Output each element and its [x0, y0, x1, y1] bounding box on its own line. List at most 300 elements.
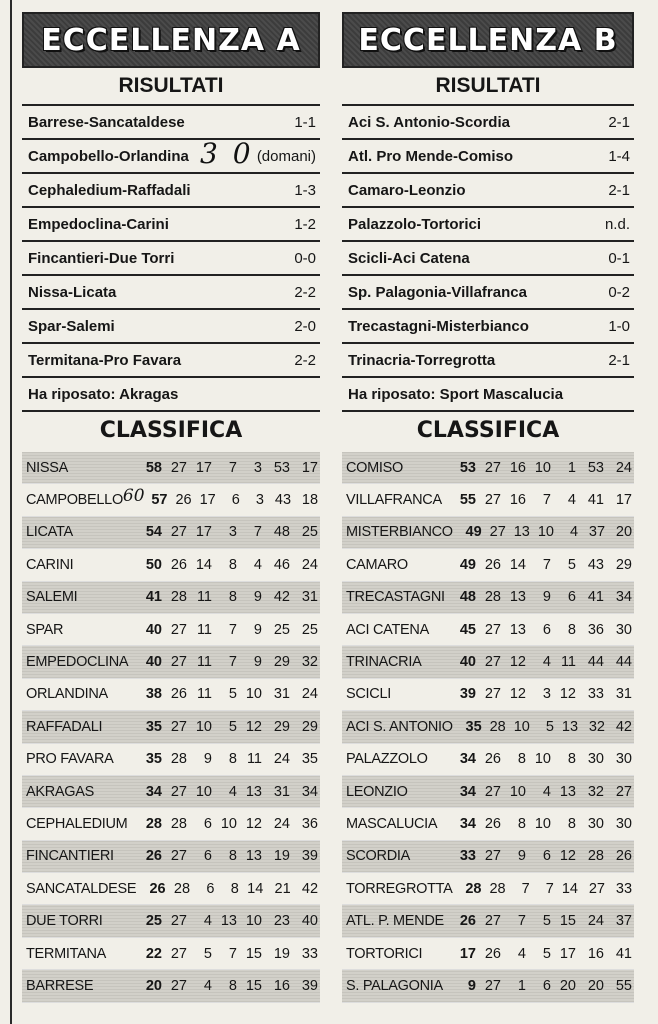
points: 34	[459, 815, 476, 832]
stat-s: 34	[615, 589, 632, 606]
stat-f: 36	[587, 621, 604, 638]
stat-n: 13	[220, 913, 237, 930]
stat-p: 12	[245, 718, 262, 735]
eccellenza-a-banner	[22, 12, 320, 68]
result-row	[22, 174, 320, 208]
stat-f: 33	[587, 686, 604, 703]
team-name: AKRAGAS	[26, 783, 95, 800]
stat-f: 16	[587, 945, 604, 962]
stat-p: 15	[245, 945, 262, 962]
stat-v: 6	[203, 848, 212, 865]
stat-p: 15	[559, 913, 576, 930]
stat-n: 10	[534, 459, 551, 476]
handwritten-score: 3 0	[200, 137, 254, 170]
stat-s: 20	[615, 524, 633, 541]
match-name: Scicli-Aci Catena	[348, 249, 470, 267]
team-name: SCICLI	[346, 686, 391, 703]
stat-g: 28	[173, 880, 191, 897]
stat-g: 27	[484, 686, 501, 703]
result-row	[342, 106, 634, 140]
match-score: 0-2	[608, 283, 630, 301]
stat-s: 29	[615, 556, 632, 573]
stat-f: 24	[587, 913, 604, 930]
stat-n: 7	[542, 556, 551, 573]
stat-p: 4	[253, 556, 262, 573]
stat-p: 4	[567, 492, 576, 509]
stat-g: 27	[489, 524, 506, 541]
team-name: CARINI	[26, 556, 74, 573]
stat-v: 7	[517, 913, 526, 930]
points: 55	[459, 492, 476, 509]
team-name: ATL. P. MENDE	[346, 913, 444, 930]
stat-s: 39	[301, 977, 318, 994]
points: 53	[459, 459, 476, 476]
standings-row	[342, 646, 634, 678]
stat-n: 7	[545, 880, 554, 897]
stat-p: 13	[559, 783, 576, 800]
match-score: 2-1	[608, 113, 630, 131]
stat-p: 11	[246, 751, 262, 768]
team-name: EMPEDOCLINA	[26, 654, 129, 671]
stat-v: 17	[195, 459, 212, 476]
stat-p: 12	[245, 815, 262, 832]
stat-v: 11	[196, 686, 212, 703]
team-name: ACI S. ANTONIO	[346, 718, 453, 735]
team-name: TRINACRIA	[346, 654, 422, 671]
stat-g: 27	[484, 783, 501, 800]
stat-f: 43	[274, 492, 292, 509]
team-name: CAMPOBELLO	[26, 492, 123, 509]
stat-f: 30	[587, 751, 604, 768]
stat-v: 4	[517, 945, 526, 962]
standings-row	[342, 452, 634, 484]
match-name: Empedoclina-Carini	[28, 215, 169, 233]
points: 40	[145, 654, 162, 671]
points: 9	[467, 977, 476, 994]
stat-v: 1	[517, 977, 526, 994]
standings-row	[22, 679, 320, 711]
result-row	[22, 208, 320, 242]
stat-v: 13	[509, 621, 526, 638]
stat-v: 14	[509, 556, 526, 573]
stat-v: 11	[196, 621, 212, 638]
stat-s: 17	[301, 459, 318, 476]
stat-s: 34	[301, 783, 318, 800]
team-name: COMISO	[346, 459, 404, 476]
stat-g: 27	[170, 524, 187, 541]
stat-n: 9	[542, 589, 551, 606]
stat-n: 6	[542, 848, 551, 865]
stat-s: 27	[615, 783, 632, 800]
stat-p: 10	[245, 686, 262, 703]
stat-v: 4	[203, 977, 212, 994]
team-name: TORTORICI	[346, 945, 423, 962]
stat-v: 14	[195, 556, 212, 573]
stat-p: 8	[567, 815, 576, 832]
stat-f: 24	[273, 815, 290, 832]
stat-g: 27	[484, 621, 501, 638]
stat-f: 29	[273, 654, 290, 671]
standings-row	[22, 776, 320, 808]
stat-n: 6	[542, 977, 551, 994]
match-score: 2-2	[294, 351, 316, 369]
stat-n: 4	[542, 654, 551, 671]
points: 58	[145, 459, 162, 476]
stat-g: 26	[484, 751, 501, 768]
stat-v: 11	[196, 589, 212, 606]
results-list	[22, 104, 320, 378]
stat-f: 19	[273, 945, 290, 962]
stat-p: 7	[253, 524, 262, 541]
stat-f: 37	[588, 524, 606, 541]
stat-p: 5	[567, 556, 576, 573]
stat-n: 10	[537, 524, 554, 541]
stat-s: 40	[301, 913, 318, 930]
stat-s: 25	[301, 621, 318, 638]
stat-p: 3	[255, 492, 264, 509]
team-name: MASCALUCIA	[346, 815, 438, 832]
stat-s: 24	[301, 556, 318, 573]
stat-s: 39	[301, 848, 318, 865]
points: 45	[459, 621, 476, 638]
match-score: 1-0	[608, 317, 630, 335]
stat-f: 44	[587, 654, 604, 671]
result-row	[22, 242, 320, 276]
stat-f: 48	[273, 524, 290, 541]
stat-p: 8	[567, 751, 576, 768]
results-heading: RISULTATI	[435, 74, 541, 97]
standings-row	[342, 484, 634, 516]
stat-s: 31	[615, 686, 632, 703]
standings-row	[22, 905, 320, 937]
team-name: RAFFADALI	[26, 718, 103, 735]
stat-p: 13	[245, 783, 262, 800]
team-name: ACI CATENA	[346, 621, 429, 638]
stat-s: 55	[615, 977, 632, 994]
stat-s: 42	[301, 880, 319, 897]
stat-p: 11	[560, 654, 576, 671]
standings-row	[342, 582, 634, 614]
result-row	[342, 276, 634, 310]
points: 20	[145, 977, 162, 994]
stat-g: 27	[484, 913, 501, 930]
match-score: 1-1	[294, 113, 316, 131]
stat-n: 7	[228, 945, 237, 962]
result-row	[342, 344, 634, 378]
stat-g: 27	[170, 459, 187, 476]
team-name: S. PALAGONIA	[346, 977, 443, 994]
stat-p: 10	[245, 913, 262, 930]
stat-v: 6	[206, 880, 215, 897]
stat-s: 35	[301, 751, 318, 768]
stat-n: 5	[545, 718, 554, 735]
stat-v: 10	[509, 783, 526, 800]
result-row	[342, 208, 634, 242]
result-row	[22, 106, 320, 140]
stat-v: 4	[203, 913, 212, 930]
stat-s: 17	[615, 492, 632, 509]
stat-s: 31	[301, 589, 318, 606]
standings-row	[342, 711, 634, 743]
stat-f: 46	[273, 556, 290, 573]
team-name: LICATA	[26, 524, 73, 541]
stat-g: 28	[489, 718, 506, 735]
stat-s: 26	[615, 848, 632, 865]
match-score: 1-2	[294, 215, 316, 233]
stat-v: 16	[509, 492, 526, 509]
stat-g: 28	[170, 751, 187, 768]
standings-row	[22, 452, 320, 484]
stat-n: 5	[228, 686, 237, 703]
points: 35	[145, 751, 162, 768]
stat-g: 26	[484, 815, 501, 832]
standings-row	[22, 938, 320, 970]
stat-f: 20	[587, 977, 604, 994]
team-name: MISTERBIANCO	[346, 524, 453, 541]
stat-v: 17	[199, 492, 216, 509]
stat-p: 13	[561, 718, 579, 735]
result-row	[22, 344, 320, 378]
stat-g: 28	[484, 589, 501, 606]
stat-g: 27	[170, 848, 187, 865]
stat-s: 30	[615, 621, 632, 638]
stat-v: 5	[203, 945, 212, 962]
team-name: TERMITANA	[26, 945, 107, 962]
stat-v: 11	[196, 654, 212, 671]
team-name: PRO FAVARA	[26, 751, 114, 768]
team-name: LEONZIO	[346, 783, 408, 800]
stat-f: 32	[588, 718, 605, 735]
standings-row	[342, 679, 634, 711]
stat-n: 8	[228, 589, 237, 606]
result-row	[22, 137, 320, 174]
points: 25	[145, 913, 162, 930]
team-name: PALAZZOLO	[346, 751, 428, 768]
match-score: 2-1	[608, 351, 630, 369]
match-score: 2-2	[294, 283, 316, 301]
points: 17	[459, 945, 476, 962]
stat-s: 24	[615, 459, 632, 476]
standings-row	[22, 744, 320, 776]
stat-n: 7	[228, 459, 237, 476]
points: 49	[465, 524, 482, 541]
banner-title: ECCELLENZA A	[41, 22, 301, 58]
rest-note: Ha riposato: Sport Mascalucia	[342, 378, 634, 412]
match-score: n.d.	[604, 215, 630, 233]
team-name: FINCANTIERI	[26, 848, 114, 865]
standings-row	[22, 484, 320, 516]
standings-row	[22, 614, 320, 646]
team-name: CAMARO	[346, 556, 408, 573]
points: 35	[145, 718, 162, 735]
stat-f: 53	[587, 459, 604, 476]
stat-s: 25	[301, 524, 318, 541]
stat-g: 26	[175, 492, 192, 509]
match-score: 0-1	[608, 249, 630, 267]
stat-g: 26	[484, 945, 501, 962]
stat-f: 42	[273, 589, 290, 606]
standings-row	[22, 970, 320, 1002]
points: 40	[459, 654, 476, 671]
stat-s: 18	[301, 492, 319, 509]
points: 22	[145, 945, 162, 962]
match-name: Barrese-Sancataldese	[28, 113, 185, 131]
standings-row	[342, 970, 634, 1002]
standings-table	[22, 452, 320, 1003]
standings-table	[342, 452, 634, 1003]
match-name: Trecastagni-Misterbianco	[348, 317, 529, 335]
stat-p: 1	[567, 459, 576, 476]
standings-row	[22, 873, 320, 905]
match-name: Campobello-Orlandina	[28, 147, 189, 165]
points: 35	[465, 718, 482, 735]
stat-n: 7	[228, 621, 237, 638]
stat-f: 31	[273, 783, 290, 800]
team-name: SALEMI	[26, 589, 78, 606]
stat-v: 10	[195, 783, 212, 800]
match-score: 2-0	[294, 317, 316, 335]
stat-f: 21	[274, 880, 291, 897]
stat-f: 25	[273, 621, 290, 638]
stat-p: 20	[559, 977, 576, 994]
team-name: BARRESE	[26, 977, 94, 994]
stat-n: 5	[542, 913, 551, 930]
standings-row	[22, 517, 320, 549]
standings-row	[22, 841, 320, 873]
points: 26	[149, 880, 166, 897]
team-name: SANCATALDESE	[26, 880, 137, 897]
stat-g: 27	[170, 654, 187, 671]
match-name: Aci S. Antonio-Scordia	[348, 113, 510, 131]
standings-heading: CLASSIFICA	[99, 418, 243, 443]
stat-p: 6	[567, 589, 576, 606]
match-name: Fincantieri-Due Torri	[28, 249, 175, 267]
stat-v: 8	[517, 815, 526, 832]
stat-g: 27	[484, 848, 501, 865]
stat-s: 33	[615, 880, 633, 897]
team-name: TORREGROTTA	[346, 880, 453, 897]
stat-v: 12	[509, 686, 526, 703]
stat-f: 32	[587, 783, 604, 800]
stat-n: 8	[228, 556, 237, 573]
points: 50	[145, 556, 162, 573]
stat-g: 28	[170, 589, 187, 606]
points: 28	[145, 815, 162, 832]
result-row	[22, 310, 320, 344]
stat-s: 30	[615, 751, 632, 768]
standings-row	[22, 582, 320, 614]
match-score: 2-1	[608, 181, 630, 199]
stat-p: 3	[253, 459, 262, 476]
result-row	[342, 242, 634, 276]
stat-p: 17	[559, 945, 576, 962]
stat-f: 53	[273, 459, 290, 476]
stat-n: 6	[231, 492, 240, 509]
points: 26	[459, 913, 476, 930]
points: 39	[459, 686, 476, 703]
stat-g: 27	[484, 492, 501, 509]
stat-p: 9	[253, 589, 262, 606]
match-score: (domani)	[256, 147, 316, 165]
stat-v: 6	[203, 815, 212, 832]
stat-g: 26	[170, 556, 187, 573]
stat-s: 30	[615, 815, 632, 832]
points: 33	[459, 848, 476, 865]
team-name: CEPHALEDIUM	[26, 815, 128, 832]
stat-n: 4	[542, 783, 551, 800]
handwritten-points: 60	[122, 486, 145, 507]
stat-g: 27	[170, 913, 187, 930]
result-row	[342, 140, 634, 174]
team-name: SPAR	[26, 621, 64, 638]
stat-s: 32	[301, 654, 318, 671]
stat-g: 28	[170, 815, 187, 832]
standings-row	[342, 938, 634, 970]
standings-row	[342, 517, 634, 549]
stat-s: 36	[301, 815, 318, 832]
points: 34	[459, 751, 476, 768]
stat-f: 43	[587, 556, 604, 573]
team-name: VILLAFRANCA	[346, 492, 442, 509]
standings-row	[22, 711, 320, 743]
stat-n: 5	[228, 718, 237, 735]
standings-row	[342, 808, 634, 840]
points: 49	[459, 556, 476, 573]
stat-g: 27	[170, 945, 187, 962]
stat-p: 12	[559, 686, 576, 703]
stat-f: 27	[588, 880, 605, 897]
stat-n: 8	[228, 977, 237, 994]
standings-row	[22, 808, 320, 840]
stat-n: 7	[228, 654, 237, 671]
match-name: Trinacria-Torregrotta	[348, 351, 496, 369]
points: 57	[151, 492, 168, 509]
banner-title: ECCELLENZA B	[358, 22, 618, 58]
stat-n: 3	[228, 524, 237, 541]
stat-f: 16	[273, 977, 290, 994]
results-heading: RISULTATI	[118, 74, 224, 97]
stat-n: 8	[230, 880, 239, 897]
stat-v: 12	[509, 654, 526, 671]
match-name: Termitana-Pro Favara	[28, 351, 182, 369]
stat-v: 9	[517, 848, 526, 865]
stat-n: 10	[534, 815, 551, 832]
eccellenza-b-banner	[342, 12, 634, 68]
points: 41	[145, 589, 162, 606]
stat-g: 27	[170, 783, 187, 800]
standings-row	[342, 905, 634, 937]
stat-s: 29	[301, 718, 318, 735]
stat-f: 30	[587, 815, 604, 832]
stat-n: 5	[542, 945, 551, 962]
team-name: NISSA	[26, 459, 69, 476]
match-score: 1-3	[294, 181, 316, 199]
stat-n: 8	[228, 848, 237, 865]
stat-p: 14	[561, 880, 578, 897]
stat-p: 13	[245, 848, 262, 865]
match-score: 1-4	[608, 147, 630, 165]
eccellenza-b-column	[342, 12, 634, 1003]
stat-n: 7	[542, 492, 551, 509]
stat-p: 4	[569, 524, 579, 541]
stat-f: 29	[273, 718, 290, 735]
result-row	[342, 174, 634, 208]
results-list	[342, 104, 634, 378]
match-name: Sp. Palagonia-Villafranca	[348, 283, 527, 301]
stat-s: 42	[615, 718, 632, 735]
result-row	[342, 310, 634, 344]
stat-g: 27	[484, 654, 501, 671]
